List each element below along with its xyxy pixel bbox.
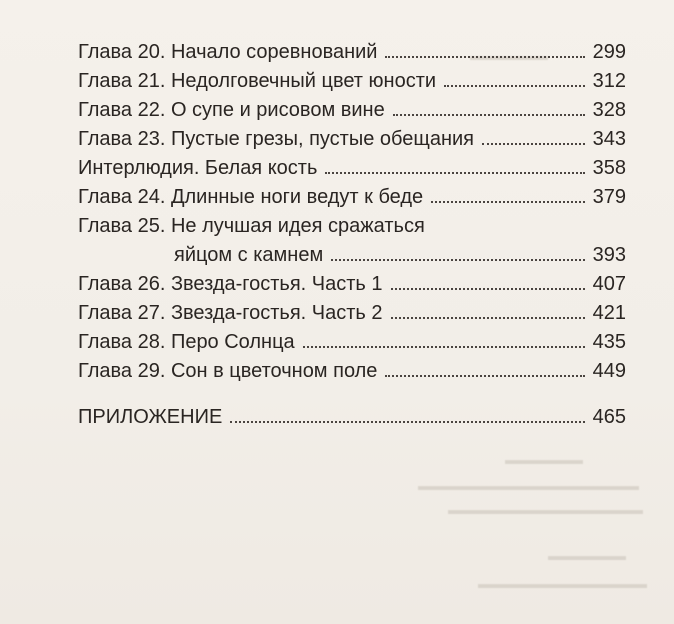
dot-leader (325, 172, 584, 174)
toc-entry-title: Глава 27. Звезда-гостья. Часть 2 (78, 302, 383, 324)
toc-entry[interactable] (78, 154, 626, 183)
toc-entry-page: 435 (592, 331, 626, 353)
reverse-side-bleed: ▬▬▬▬▬▬ (470, 48, 548, 63)
section-gap (78, 386, 626, 403)
dot-leader (385, 56, 584, 58)
reverse-side-bleed: ▬▬▬▬▬▬ (505, 452, 583, 467)
toc-entry-page: 299 (592, 41, 626, 63)
dot-leader (391, 288, 585, 290)
dot-leader (331, 259, 584, 261)
toc-entry-title: Глава 20. Начало соревнований (78, 41, 378, 63)
toc-entry-title: Глава 24. Длинные ноги ведут к беде (78, 186, 424, 208)
reverse-side-bleed: ▬▬▬▬▬▬▬▬▬▬▬▬▬ (478, 576, 647, 591)
toc-entry[interactable] (78, 270, 626, 299)
toc-entry-title: Глава 22. О супе и рисовом вине (78, 99, 385, 121)
toc-entry-page: 449 (592, 360, 626, 382)
toc-entry-title: Глава 23. Пустые грезы, пустые обещания (78, 128, 474, 150)
dot-leader (482, 143, 585, 145)
toc-entry[interactable] (78, 125, 626, 154)
toc-entry[interactable] (78, 299, 626, 328)
toc-entry-page: 393 (592, 244, 626, 266)
reverse-side-bleed: ▬▬▬▬▬▬ (548, 548, 626, 563)
toc-entry-continuation[interactable] (78, 241, 626, 270)
toc-entry[interactable] (78, 38, 626, 67)
toc-entry-title: Глава 26. Звезда-гостья. Часть 1 (78, 273, 383, 295)
toc-entry-title: яйцом с камнем (174, 244, 324, 266)
toc-entry[interactable] (78, 357, 626, 386)
toc-entry-title: Глава 28. Перо Солнца (78, 331, 295, 353)
appendix-title: ПРИЛОЖЕНИЕ (78, 406, 223, 428)
dot-leader (391, 317, 585, 319)
toc-entry-page: 312 (592, 70, 626, 92)
toc-entry-appendix[interactable] (78, 403, 626, 432)
appendix-page: 465 (592, 406, 626, 428)
dot-leader (431, 201, 584, 203)
toc-entry[interactable] (78, 212, 626, 241)
toc-entry-title: Интерлюдия. Белая кость (78, 157, 318, 179)
dot-leader (230, 421, 584, 423)
toc-entry-title: Глава 25. Не лучшая идея сражаться (78, 215, 425, 237)
dot-leader (385, 375, 584, 377)
dot-leader (444, 85, 585, 87)
toc-entry-page: 407 (592, 273, 626, 295)
toc-entry-page: 421 (592, 302, 626, 324)
toc-entry[interactable] (78, 183, 626, 212)
table-of-contents (78, 38, 626, 432)
toc-entry-page: 328 (592, 99, 626, 121)
toc-entry-page: 343 (592, 128, 626, 150)
toc-entry-page: 379 (592, 186, 626, 208)
reverse-side-bleed: ▬▬▬▬▬▬▬▬▬▬▬▬▬▬▬▬▬ (418, 478, 639, 493)
dot-leader (393, 114, 585, 116)
toc-entry[interactable] (78, 328, 626, 357)
toc-entry[interactable] (78, 67, 626, 96)
toc-entry[interactable] (78, 96, 626, 125)
toc-entry-title: Глава 29. Сон в цветочном поле (78, 360, 378, 382)
toc-entry-title: Глава 21. Недолговечный цвет юности (78, 70, 437, 92)
reverse-side-bleed: ▬▬▬▬▬▬▬▬▬▬▬▬▬▬▬ (448, 502, 643, 517)
toc-entry-page: 358 (592, 157, 626, 179)
dot-leader (303, 346, 585, 348)
